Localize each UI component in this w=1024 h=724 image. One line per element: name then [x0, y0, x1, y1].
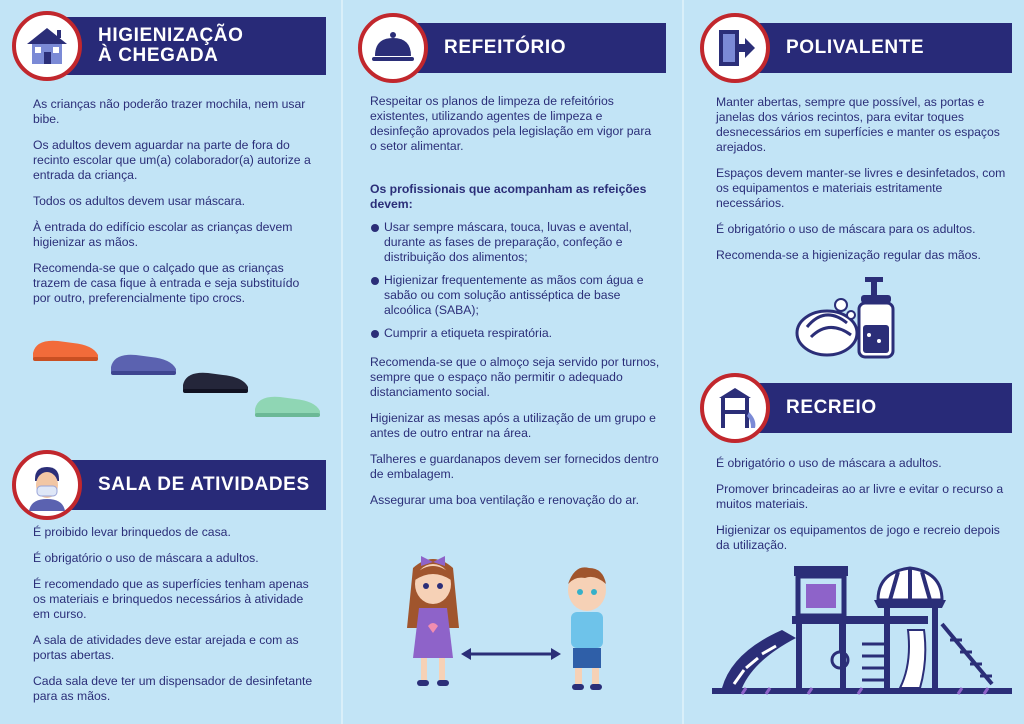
- polivalente-text: [716, 95, 1006, 274]
- croc-shoe-green: [255, 397, 320, 417]
- paragraph: Manter abertas, sempre que possível, as portas e janelas dos vários recintos, para evitar toques desnecessários em superfícies e manter os espaços arejados.: [716, 95, 1000, 154]
- section-title: REFEITÓRIO: [394, 23, 666, 73]
- boy-figure: [568, 567, 606, 690]
- children-distancing-illustration: [395, 548, 625, 698]
- house-icon: [12, 11, 82, 81]
- section-title: POLIVALENTE: [736, 23, 1012, 73]
- bullet-list: [370, 220, 660, 341]
- paragraph: Espaços devem manter-se livres e desinfetados, com os equipamentos e materiais estritamente necessários.: [716, 166, 1006, 210]
- chegada-text: [33, 97, 313, 317]
- washing-hands: [797, 299, 857, 355]
- section-header-atividades: [12, 449, 326, 521]
- section-header-recreio: [700, 372, 1012, 444]
- slide-left: [722, 630, 796, 688]
- paragraph: Talheres e guardanapos devem ser fornecidos dentro de embalagem.: [370, 452, 659, 481]
- paragraph: É proibido levar brinquedos de casa.: [33, 525, 231, 539]
- list-item: Cumprir a etiqueta respiratória.: [370, 326, 660, 341]
- section-header-refeitorio: [358, 12, 666, 84]
- list-item: Higienizar frequentemente as mãos com água e sabão ou com solução antisséptica de base alcoólica (SABA);: [370, 273, 660, 318]
- refeitorio-text: [370, 94, 660, 349]
- handwash-sanitizer-illustration: [795, 275, 905, 365]
- paragraph: Promover brincadeiras ao ar livre e evitar o recurso a muitos materiais.: [716, 482, 1004, 511]
- paragraph: É obrigatório o uso de máscara para os adultos.: [716, 222, 976, 236]
- paragraph: As crianças não poderão trazer mochila, nem usar bibe.: [33, 97, 306, 126]
- paragraph: Os adultos devem aguardar na parte de fora do recinto escolar que um(a) colaborador(a) autorize a entrada da criança.: [33, 138, 311, 182]
- section-header-chegada: [12, 10, 326, 82]
- paragraph: Higienizar as mesas após a utilização de um grupo e antes de outro entrar na área.: [370, 411, 656, 440]
- crocs-illustration: [28, 325, 328, 425]
- paragraph: Assegurar uma boa ventilação e renovação do ar.: [370, 493, 639, 507]
- slide-right: [900, 630, 925, 688]
- subheading: Os profissionais que acompanham as refeições devem:: [370, 182, 647, 211]
- croc-shoe-blue: [111, 355, 176, 375]
- recreio-text: [716, 456, 1006, 564]
- girl-figure: [407, 556, 459, 686]
- section-title: [48, 17, 326, 75]
- ground-tiles: [712, 688, 1012, 694]
- playground-illustration: [712, 560, 1012, 696]
- paragraph: Higienizar os equipamentos de jogo e recreio depois da utilização.: [716, 523, 1000, 552]
- section-title: RECREIO: [736, 383, 1012, 433]
- paragraph: A sala de atividades deve estar arejada e com as portas abertas.: [33, 633, 299, 662]
- paragraph: É recomendado que as superfícies tenham apenas os materiais e brinquedos necessários à atividade em curso.: [33, 577, 309, 621]
- paragraph: Recomenda-se que o calçado que as crianças trazem de casa fique à entrada e seja substituído por outro, preferencialmente tipo crocs.: [33, 261, 300, 305]
- panel-divider: [341, 0, 343, 724]
- tower-right-canopy: [862, 568, 946, 688]
- title-line-1: HIGIENIZAÇÃO: [98, 25, 244, 46]
- paragraph: Cada sala deve ter um dispensador de desinfetante para as mãos.: [33, 674, 313, 703]
- list-item: Usar sempre máscara, touca, luvas e avental, durante as fases de preparação, confeção e distribuição dos alimentos;: [370, 220, 660, 265]
- paragraph: À entrada do edifício escolar as crianças devem higienizar as mãos.: [33, 220, 293, 249]
- title-line-2: À CHEGADA: [98, 45, 219, 66]
- refeitorio-text-2: [370, 355, 660, 519]
- stairs-right: [942, 624, 992, 684]
- distance-arrow: [461, 648, 561, 660]
- paragraph: Recomenda-se que o almoço seja servido por turnos, sempre que o espaço não permitir o adequado distanciamento social.: [370, 355, 660, 399]
- cloche-icon: [358, 13, 428, 83]
- panel-divider: [682, 0, 684, 724]
- paragraph: Recomenda-se a higienização regular das mãos.: [716, 248, 981, 262]
- paragraph: É obrigatório o uso de máscara a adultos.: [716, 456, 942, 470]
- masked-person-icon: [12, 450, 82, 520]
- croc-shoe-black: [183, 373, 248, 393]
- paragraph: Respeitar os planos de limpeza de refeitórios existentes, utilizando agentes de limpeza e desinfeção aprovados pela legislação em vigor para o setor alimentar.: [370, 94, 652, 153]
- croc-shoe-orange: [33, 341, 98, 361]
- atividades-text: [33, 525, 323, 715]
- exit-door-icon: [700, 13, 770, 83]
- playground-icon: [700, 373, 770, 443]
- section-title: SALA DE ATIVIDADES: [48, 460, 326, 510]
- sanitizer-bottle: [859, 277, 893, 357]
- paragraph: Todos os adultos devem usar máscara.: [33, 194, 246, 208]
- section-header-polivalente: [700, 12, 1012, 84]
- paragraph: É obrigatório o uso de máscara a adultos.: [33, 551, 259, 565]
